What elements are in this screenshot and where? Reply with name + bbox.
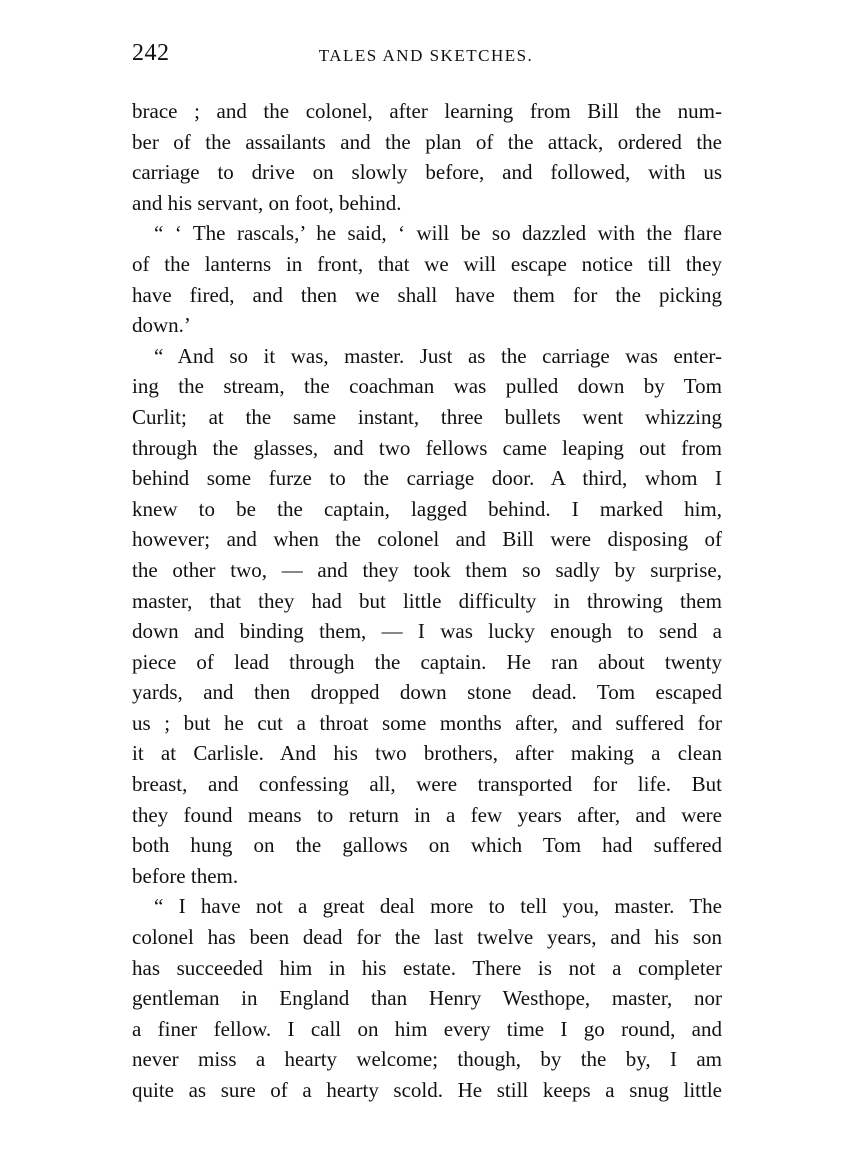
text-line: it at Carlisle. And his two brothers, after making a clean [132, 741, 722, 766]
text-line: however; and when the colonel and Bill were disposing of [132, 527, 722, 552]
text-line: down.’ [132, 313, 191, 338]
text-line: yards, and then dropped down stone dead. Tom escaped [132, 680, 722, 705]
text-line: knew to be the captain, lagged behind. I marked him, [132, 496, 722, 521]
text-line: piece of lead through the captain. He ran about twenty [132, 649, 722, 674]
running-head: TALES AND SKETCHES. [318, 46, 534, 65]
page-number: 242 [132, 40, 170, 66]
text-line: colonel has been dead for the last twelve years, and his son [132, 925, 722, 950]
text-line: “ And so it was, master. Just as the carriage was enter- [154, 343, 722, 368]
text-line: a finer fellow. I call on him every time I go round, and [132, 1016, 722, 1041]
page-header [132, 40, 720, 74]
text-line: and his servant, on foot, behind. [132, 190, 402, 215]
text-line: the other two, — and they took them so sadly by surprise, [132, 557, 722, 582]
text-line: brace ; and the colonel, after learning from Bill the num- [132, 99, 722, 123]
text-line: us ; but he cut a throat some months after, and suffered for [132, 710, 722, 735]
body-text [132, 96, 722, 1106]
text-line: never miss a hearty welcome; though, by the by, I am [132, 1047, 722, 1072]
text-line: of the lanterns in front, that we will escape notice till they [132, 251, 722, 276]
text-line: has succeeded him in his estate. There is not a completer [132, 955, 722, 980]
text-line: carriage to drive on slowly before, and followed, with us [132, 160, 722, 185]
text-line: quite as sure of a hearty scold. He still keeps a snug little [132, 1078, 722, 1102]
text-line: down and binding them, — I was lucky enough to send a [132, 619, 722, 644]
text-line: have fired, and then we shall have them for the picking [132, 282, 722, 307]
text-line: breast, and confessing all, were transported for life. But [132, 772, 722, 797]
text-line: ing the stream, the coachman was pulled down by Tom [132, 374, 722, 399]
text-line: gentleman in England than Henry Westhope, master, nor [132, 986, 722, 1011]
text-line: both hung on the gallows on which Tom had suffered [132, 833, 722, 858]
text-line: master, that they had but little difficulty in throwing them [132, 588, 722, 613]
text-line: Curlit; at the same instant, three bullets went whizzing [132, 404, 722, 429]
text-line: behind some furze to the carriage door. A third, whom I [132, 466, 722, 491]
text-line: “ I have not a great deal more to tell you, master. The [154, 894, 722, 919]
text-line: ber of the assailants and the plan of the attack, ordered the [132, 129, 722, 154]
text-line: through the glasses, and two fellows came leaping out from [132, 435, 722, 460]
text-line: they found means to return in a few years after, and were [132, 802, 722, 827]
text-line: “ ‘ The rascals,’ he said, ‘ will be so dazzled with the flare [154, 221, 722, 246]
text-line: before them. [132, 863, 239, 888]
